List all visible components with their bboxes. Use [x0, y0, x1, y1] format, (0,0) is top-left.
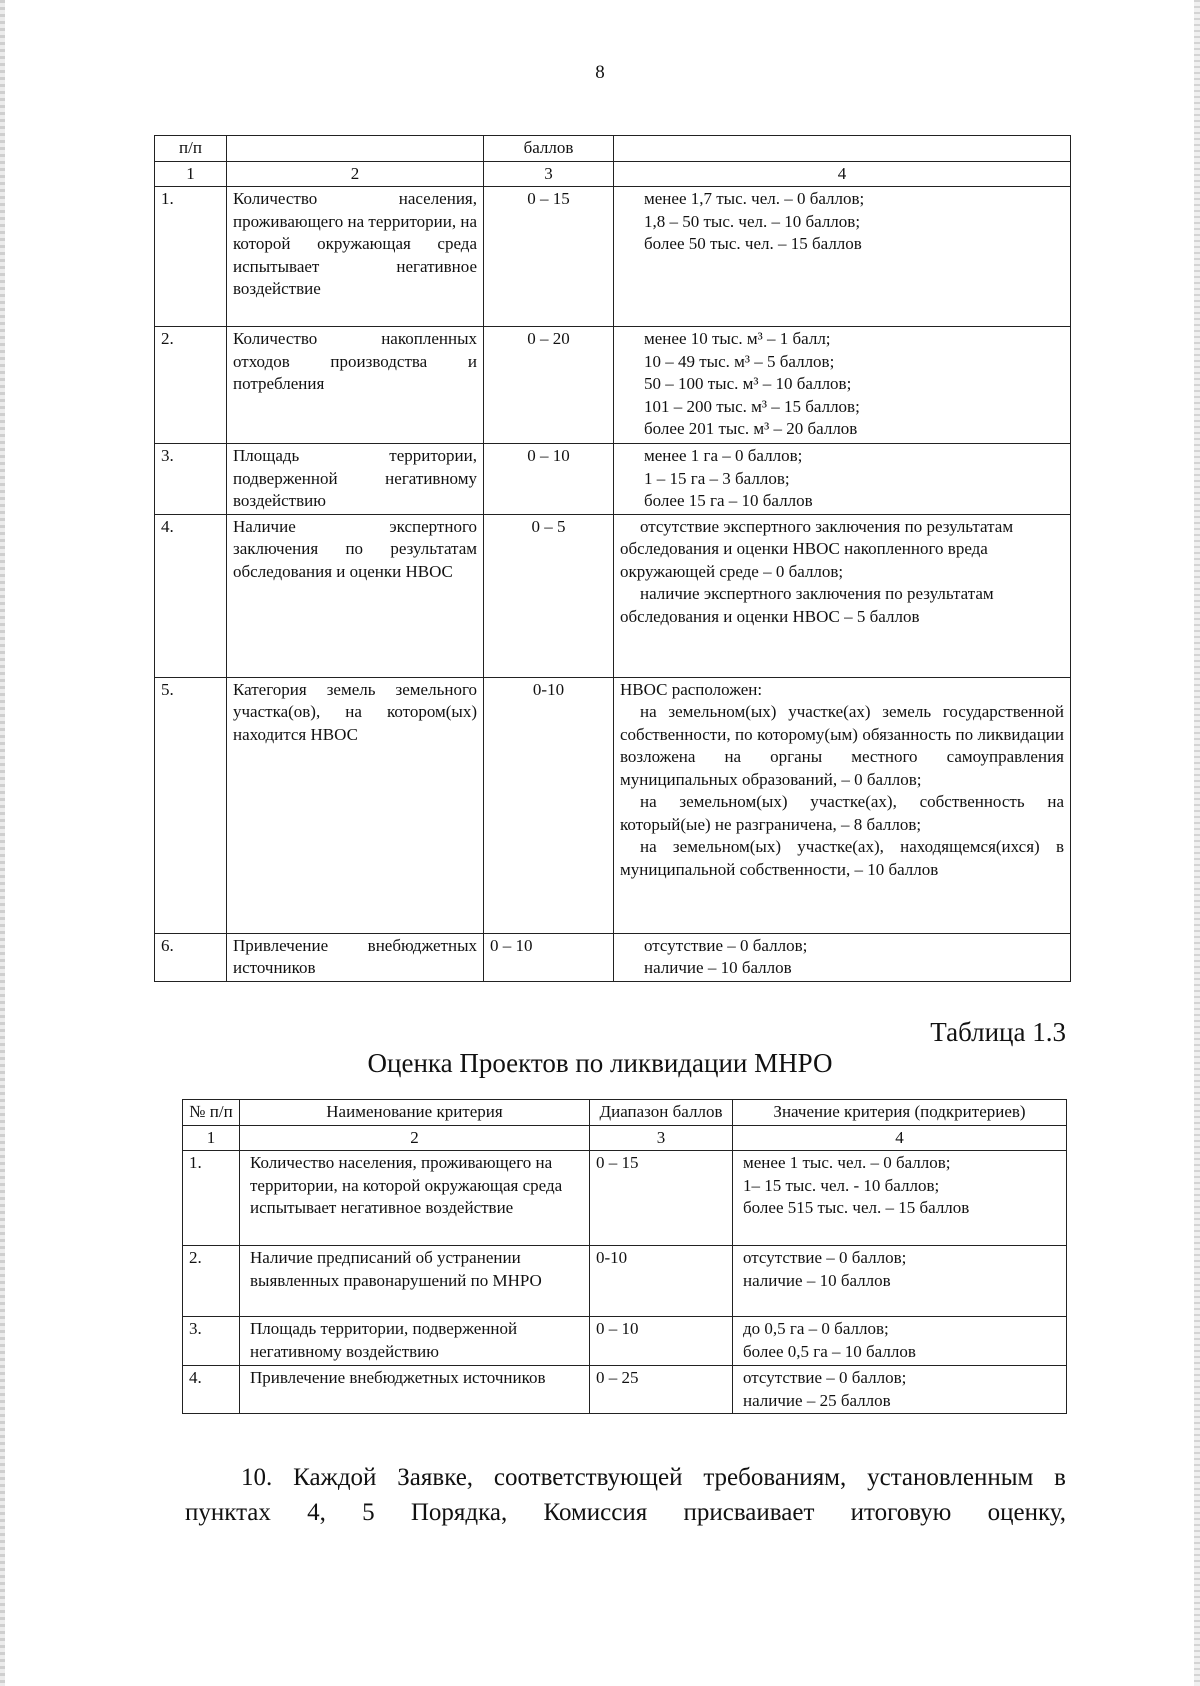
- range-cell: 0 – 25: [590, 1366, 733, 1414]
- value-line: 1,8 – 50 тыс. чел. – 10 баллов;: [644, 211, 861, 231]
- value-cell: [733, 1246, 1067, 1317]
- value-line: менее 1 тыс. чел. – 0 баллов;: [743, 1153, 951, 1172]
- row-number: 3.: [183, 1317, 240, 1366]
- row-number: 3.: [155, 444, 227, 515]
- scan-edge-right: [1194, 0, 1200, 1686]
- table-row: [155, 933, 1071, 981]
- table-title: Оценка Проектов по ликвидации МНРО: [367, 1048, 833, 1078]
- value-cell: [614, 327, 1071, 444]
- header-cell: Наименование критерия: [240, 1100, 590, 1126]
- row-number: 2.: [155, 327, 227, 444]
- column-number: 1: [155, 161, 227, 187]
- table-row: [155, 444, 1071, 515]
- column-number: 4: [733, 1125, 1067, 1151]
- table-row: [183, 1317, 1067, 1366]
- row-number: 6.: [155, 933, 227, 981]
- value-line: до 0,5 га – 0 баллов;: [743, 1319, 889, 1338]
- range-cell: 0 – 10: [484, 444, 614, 515]
- column-number: 1: [183, 1125, 240, 1151]
- value-cell: [614, 444, 1071, 515]
- range-cell: 0 – 10: [484, 933, 614, 981]
- row-number: 1.: [183, 1151, 240, 1246]
- value-line: более 0,5 га – 10 баллов: [743, 1341, 916, 1361]
- range-cell: 0 – 10: [590, 1317, 733, 1366]
- criterion-cell: Площадь территории, подверженной негативному воздействию: [240, 1317, 590, 1366]
- criterion-cell: Привлечение внебюджетных источников: [240, 1366, 590, 1414]
- value-paragraph: НВОС расположен:: [620, 679, 763, 699]
- value-paragraph: отсутствие экспертного заключения по результатам обследования и оценки НВОС накопленного вреда окружающей среде – 0 баллов;: [620, 516, 1014, 581]
- column-number-row: [183, 1125, 1067, 1151]
- value-line: более 15 га – 10 баллов: [644, 491, 813, 510]
- row-number: 1.: [155, 187, 227, 327]
- value-cell: [614, 933, 1071, 981]
- column-number: 3: [590, 1125, 733, 1151]
- table-row: [155, 677, 1071, 933]
- value-line: более 201 тыс. м³ – 20 баллов: [644, 419, 858, 438]
- value-paragraph: на земельном(ых) участке(ах), находящемся(ихся) в муниципальной собственности, – 10 баллов: [620, 837, 1064, 879]
- range-cell: 0 – 5: [484, 514, 614, 677]
- value-line: 1– 15 тыс. чел. - 10 баллов;: [743, 1175, 940, 1195]
- criterion-cell: Площадь территории, подверженной негативному воздействию: [227, 444, 484, 515]
- value-line: 1 – 15 га – 3 баллов;: [644, 468, 790, 488]
- value-cell: [733, 1366, 1067, 1414]
- body-paragraph: [185, 1460, 1066, 1530]
- value-line: 10 – 49 тыс. м³ – 5 баллов;: [644, 351, 835, 371]
- criterion-cell: Количество населения, проживающего на территории, на которой окружающая среда испытывает негативное воздействие: [240, 1151, 590, 1246]
- value-cell: [614, 514, 1071, 677]
- value-line: наличие – 10 баллов: [644, 958, 792, 977]
- table-row: [183, 1246, 1067, 1317]
- row-number: 5.: [155, 677, 227, 933]
- value-cell: [733, 1151, 1067, 1246]
- table-row: [155, 514, 1071, 677]
- value-line: 50 – 100 тыс. м³ – 10 баллов;: [644, 374, 852, 393]
- header-cell: [227, 136, 484, 162]
- table-row: [155, 187, 1071, 327]
- table-header-row: [183, 1100, 1067, 1126]
- value-line: отсутствие – 0 баллов;: [743, 1368, 907, 1387]
- column-number: 2: [227, 161, 484, 187]
- table-header-row: [155, 136, 1071, 162]
- criterion-cell: Наличие предписаний об устранении выявленных правонарушений по МНРО: [240, 1246, 590, 1317]
- value-paragraph: наличие экспертного заключения по результатам обследования и оценки НВОС – 5 баллов: [620, 584, 994, 626]
- value-line: отсутствие – 0 баллов;: [743, 1248, 907, 1267]
- table-row: [183, 1366, 1067, 1414]
- header-cell: № п/п: [183, 1100, 240, 1126]
- scan-edge-left: [0, 0, 5, 1686]
- criterion-cell: Количество населения, проживающего на территории, на которой окружающая среда испытывает негативное воздействие: [227, 187, 484, 327]
- value-cell: [733, 1317, 1067, 1366]
- range-cell: 0 – 15: [484, 187, 614, 327]
- criterion-cell: Наличие экспертного заключения по результатам обследования и оценки НВОС: [227, 514, 484, 677]
- value-line: 101 – 200 тыс. м³ – 15 баллов;: [644, 396, 860, 416]
- value-line: более 515 тыс. чел. – 15 баллов: [743, 1198, 970, 1217]
- table-label: Таблица 1.3: [930, 1017, 1066, 1047]
- paragraph-line: 10. Каждой Заявке, соответствующей требованиям, установленным в: [241, 1464, 1066, 1491]
- value-line: менее 1 га – 0 баллов;: [644, 446, 803, 465]
- criterion-cell: Категория земель земельного участка(ов), на котором(ых) находится НВОС: [227, 677, 484, 933]
- row-number: 2.: [183, 1246, 240, 1317]
- row-number: 4.: [183, 1366, 240, 1414]
- row-number: 4.: [155, 514, 227, 677]
- value-paragraph: на земельном(ых) участке(ах) земель государственной собственности, по которому(ым) обязанность по ликвидации возложена на органы местного самоуправления муниципальных образований, – 0 баллов;: [620, 702, 1064, 789]
- paragraph-line: пунктах 4, 5 Порядка, Комиссия присваивает итоговую оценку,: [185, 1499, 1066, 1526]
- range-cell: 0 – 15: [590, 1151, 733, 1246]
- value-line: наличие – 25 баллов: [743, 1390, 891, 1410]
- value-paragraph: на земельном(ых) участке(ах), собственность на который(ые) не разграничена, – 8 баллов;: [620, 792, 1064, 834]
- value-cell: [614, 187, 1071, 327]
- projects-criteria-table: [182, 1099, 1067, 1414]
- criteria-table-continued: [154, 135, 1071, 982]
- column-number: 4: [614, 161, 1071, 187]
- header-cell: Значение критерия (подкритериев): [733, 1100, 1067, 1126]
- criterion-cell: Привлечение внебюджетных источников: [227, 933, 484, 981]
- value-line: более 50 тыс. чел. – 15 баллов: [644, 234, 862, 253]
- header-cell: баллов: [484, 136, 614, 162]
- value-line: отсутствие – 0 баллов;: [644, 935, 808, 955]
- range-cell: 0-10: [484, 677, 614, 933]
- range-cell: 0-10: [590, 1246, 733, 1317]
- page-number: 8: [595, 62, 605, 83]
- table-row: [183, 1151, 1067, 1246]
- header-cell: Диапазон баллов: [590, 1100, 733, 1126]
- header-cell: п/п: [155, 136, 227, 162]
- column-number: 3: [484, 161, 614, 187]
- column-number-row: [155, 161, 1071, 187]
- value-cell: [614, 677, 1071, 933]
- header-cell: [614, 136, 1071, 162]
- value-line: наличие – 10 баллов: [743, 1270, 891, 1290]
- column-number: 2: [240, 1125, 590, 1151]
- criterion-cell: Количество накопленных отходов производства и потребления: [227, 327, 484, 444]
- table-row: [155, 327, 1071, 444]
- range-cell: 0 – 20: [484, 327, 614, 444]
- value-line: менее 10 тыс. м³ – 1 балл;: [644, 329, 831, 348]
- value-line: менее 1,7 тыс. чел. – 0 баллов;: [644, 189, 865, 208]
